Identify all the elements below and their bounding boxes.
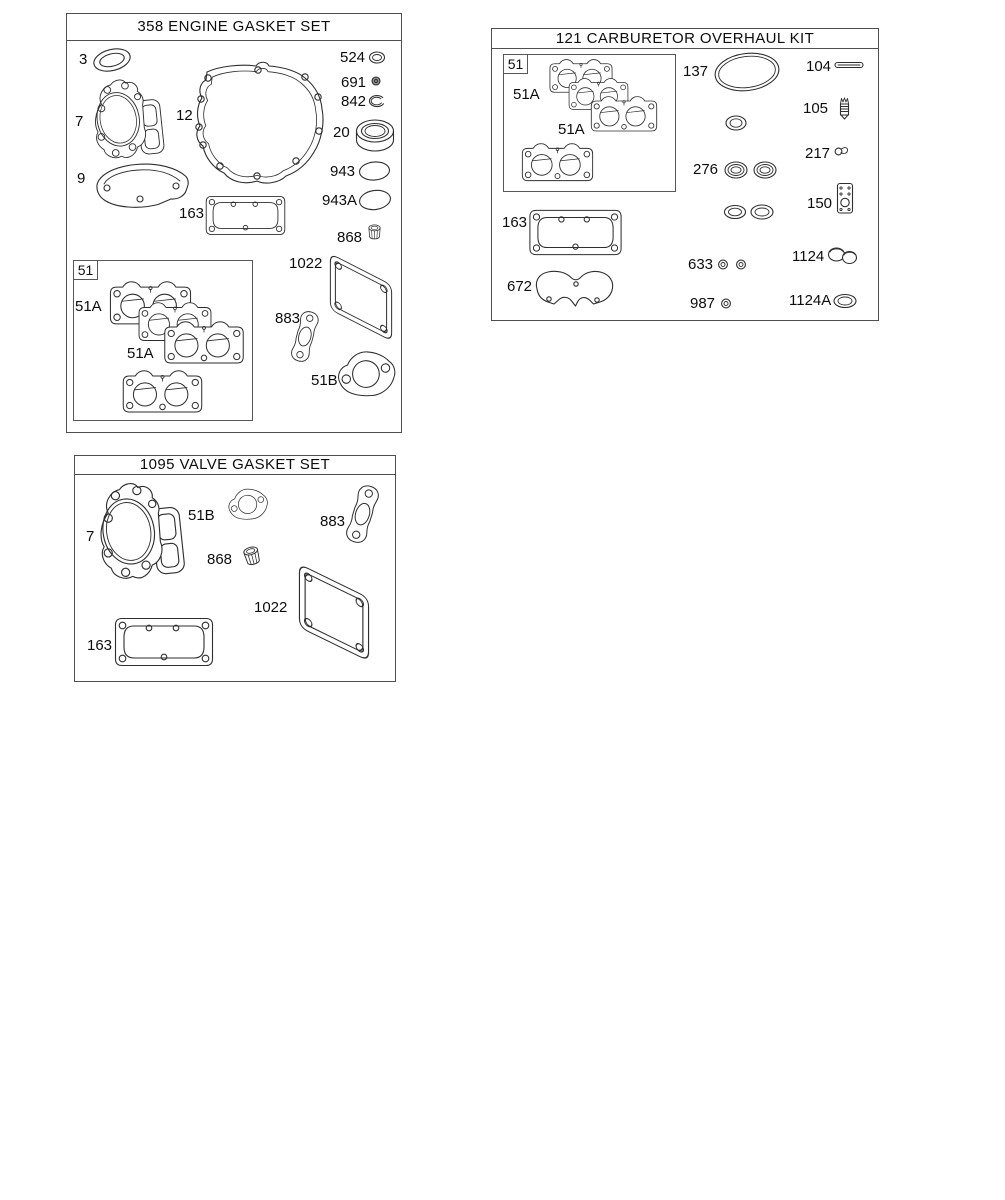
part-label-1022: 1022 — [254, 599, 288, 616]
panel-valve-gasket-set — [74, 455, 396, 682]
engine-group-51-box — [73, 260, 253, 421]
part-label-12: 12 — [176, 107, 193, 124]
part-label-51b: 51B — [188, 507, 215, 524]
part-label-105: 105 — [803, 100, 829, 117]
part-label-20: 20 — [333, 124, 350, 141]
part-label-842: 842 — [341, 93, 367, 110]
part-label-276: 276 — [693, 161, 719, 178]
group-51-tab: 51 — [503, 54, 528, 74]
part-label-987: 987 — [690, 295, 716, 312]
part-label-3: 3 — [79, 51, 88, 68]
part-label-9: 9 — [77, 170, 86, 187]
part-label-943a: 943A — [322, 192, 358, 209]
part-label-51a: 51A — [558, 121, 585, 138]
part-label-691: 691 — [341, 74, 367, 91]
part-label-943: 943 — [330, 163, 356, 180]
part-label-524: 524 — [340, 49, 366, 66]
part-label-868: 868 — [337, 229, 363, 246]
part-label-163: 163 — [87, 637, 113, 654]
part-label-163: 163 — [179, 205, 205, 222]
part-label-1022: 1022 — [289, 255, 323, 272]
part-label-217: 217 — [805, 145, 831, 162]
part-label-1124a: 1124A — [789, 292, 832, 309]
part-label-1124: 1124 — [792, 248, 825, 265]
part-label-104: 104 — [806, 58, 832, 75]
part-label-137: 137 — [683, 63, 709, 80]
carburetor-group-51-box — [503, 54, 676, 192]
panel-valve-title: 1095 VALVE GASKET SET — [75, 456, 395, 475]
part-label-883: 883 — [275, 310, 301, 327]
part-label-51b: 51B — [311, 372, 338, 389]
part-label-150: 150 — [807, 195, 833, 212]
part-label-51a: 51A — [513, 86, 540, 103]
part-label-51a: 51A — [75, 298, 102, 315]
part-label-7: 7 — [86, 528, 95, 545]
part-label-633: 633 — [688, 256, 714, 273]
part-label-672: 672 — [507, 278, 533, 295]
part-label-868: 868 — [207, 551, 233, 568]
group-51-tab: 51 — [73, 260, 98, 280]
panel-engine-title: 358 ENGINE GASKET SET — [67, 14, 401, 41]
part-label-883: 883 — [320, 513, 346, 530]
part-label-163: 163 — [502, 214, 528, 231]
part-label-7: 7 — [75, 113, 84, 130]
part-label-51a: 51A — [127, 345, 154, 362]
panel-carburetor-title: 121 CARBURETOR OVERHAUL KIT — [492, 29, 878, 49]
